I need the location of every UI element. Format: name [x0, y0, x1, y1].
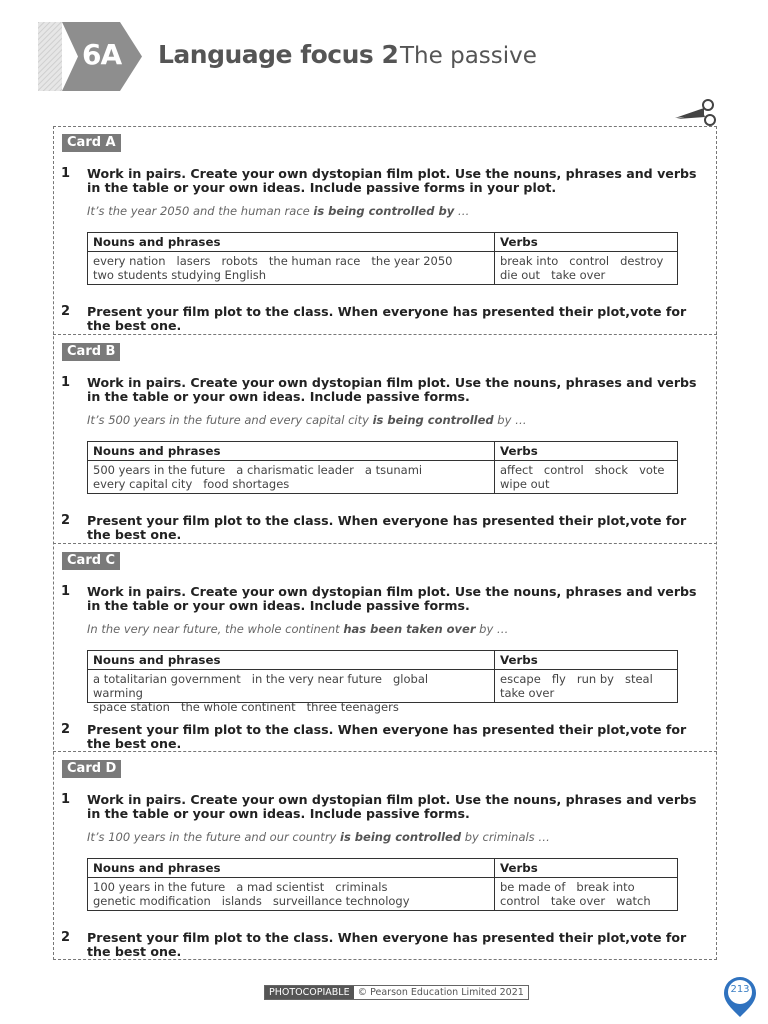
card-label: Card D [62, 760, 121, 778]
nouns-header: Nouns and phrases [93, 235, 221, 249]
table-word: global warming [93, 672, 429, 700]
verbs-header: Verbs [500, 861, 538, 875]
example-sentence [87, 413, 527, 427]
page-number: 213 [730, 984, 750, 995]
card [53, 335, 717, 544]
nouns-header: Nouns and phrases [93, 861, 221, 875]
example-pre: It’s 500 years in the future and every capital city [87, 413, 373, 427]
table-word: take over [500, 686, 555, 700]
card [53, 752, 717, 961]
example-post: by criminals … [461, 830, 550, 844]
table-word: food shortages [203, 477, 290, 491]
nouns-cell [93, 880, 491, 908]
table-word: a charismatic leader [236, 463, 354, 477]
instruction: Present your film plot to the class. When everyone has presented their plot,vote for the best one. [87, 513, 687, 542]
instruction: Work in pairs. Create your own dystopian film plot. Use the nouns, phrases and verbs in the table or your own ideas. Include passive forms. [87, 792, 697, 821]
example-post: by … [475, 622, 509, 636]
card-label: Card C [62, 552, 120, 570]
example-bold: has been taken over [343, 622, 476, 636]
question-number: 1 [61, 166, 71, 181]
instruction: Work in pairs. Create your own dystopian film plot. Use the nouns, phrases and verbs in the table or your own ideas. Include passive forms. [87, 584, 697, 613]
example-post: … [454, 204, 470, 218]
verbs-header: Verbs [500, 235, 538, 249]
page-subtitle: The passive [400, 43, 537, 69]
example-bold: is being controlled by [313, 204, 455, 218]
table-word: a mad scientist [236, 880, 325, 894]
card-label: Card B [62, 343, 120, 361]
vocab-table [87, 441, 678, 494]
table-word: lasers [176, 254, 211, 268]
example-post: by … [493, 413, 527, 427]
nouns-cell [93, 672, 491, 714]
table-word: escape [500, 672, 541, 686]
footer [264, 985, 529, 1000]
photocopiable-label: PHOTOCOPIABLE [265, 986, 354, 999]
verbs-cell [500, 672, 676, 700]
instruction: Work in pairs. Create your own dystopian film plot. Use the nouns, phrases and verbs in the table or your own ideas. Include passive forms in your plot. [87, 166, 697, 195]
verbs-cell [500, 463, 676, 491]
nouns-cell [93, 463, 491, 491]
question-number: 1 [61, 792, 71, 807]
table-word: watch [616, 894, 651, 908]
scissors-icon [673, 98, 719, 128]
table-word: islands [221, 894, 262, 908]
vocab-table [87, 232, 678, 285]
table-word: be made of [500, 880, 566, 894]
question-number: 2 [61, 930, 71, 945]
table-word: in the very near future [251, 672, 382, 686]
card [53, 126, 717, 335]
question-number: 2 [61, 513, 71, 528]
unit-number: 6A [82, 38, 122, 71]
table-word: criminals [335, 880, 388, 894]
table-word: control [569, 254, 610, 268]
card [53, 544, 717, 753]
instruction: Present your film plot to the class. When everyone has presented their plot,vote for the best one. [87, 722, 687, 751]
example-pre: In the very near future, the whole continent [87, 622, 344, 636]
verbs-header: Verbs [500, 653, 538, 667]
table-word: 500 years in the future [93, 463, 226, 477]
table-word: every capital city [93, 477, 193, 491]
table-word: break into [500, 254, 559, 268]
nouns-header: Nouns and phrases [93, 444, 221, 458]
instruction: Present your film plot to the class. When everyone has presented their plot,vote for the best one. [87, 304, 687, 333]
verbs-header: Verbs [500, 444, 538, 458]
table-word: steal [624, 672, 653, 686]
table-word: break into [576, 880, 635, 894]
nouns-cell [93, 254, 491, 282]
example-bold: is being controlled [372, 413, 494, 427]
table-word: genetic modification [93, 894, 211, 908]
copyright: © Pearson Education Limited 2021 [357, 987, 524, 998]
table-word: 100 years in the future [93, 880, 226, 894]
vocab-table [87, 650, 678, 714]
table-word: destroy [620, 254, 664, 268]
table-word: die out [500, 268, 541, 282]
table-word: affect [500, 463, 533, 477]
table-word: the whole continent [180, 700, 296, 714]
verbs-cell [500, 880, 676, 908]
table-word: the year 2050 [371, 254, 453, 268]
page-marker-icon [721, 975, 759, 1019]
table-word: fly [551, 672, 566, 686]
table-word: every nation [93, 254, 166, 268]
example-pre: It’s the year 2050 and the human race [87, 204, 314, 218]
table-word: the human race [268, 254, 361, 268]
table-word: space station [93, 700, 170, 714]
instruction: Present your film plot to the class. When everyone has presented their plot,vote for the best one. [87, 930, 687, 959]
example-bold: is being controlled [340, 830, 462, 844]
table-word: take over [551, 268, 606, 282]
card-label: Card A [62, 134, 121, 152]
table-word: take over [550, 894, 606, 908]
page-title: Language focus 2 [158, 40, 399, 69]
example-pre: It’s 100 years in the future and our country [87, 830, 341, 844]
table-word: a tsunami [364, 463, 423, 477]
table-word: control [500, 894, 540, 908]
table-word: vote [639, 463, 665, 477]
table-word: a totalitarian government [93, 672, 241, 686]
question-number: 1 [61, 584, 71, 599]
table-word: three teenagers [306, 700, 399, 714]
table-word: run by [576, 672, 614, 686]
table-word: control [543, 463, 584, 477]
verbs-cell [500, 254, 676, 282]
example-sentence [87, 622, 508, 636]
vocab-table [87, 858, 678, 911]
question-number: 1 [61, 375, 71, 390]
table-word: surveillance technology [272, 894, 410, 908]
example-sentence [87, 204, 469, 218]
table-word: wipe out [500, 477, 550, 491]
example-sentence [87, 830, 550, 844]
instruction: Work in pairs. Create your own dystopian film plot. Use the nouns, phrases and verbs in the table or your own ideas. Include passive forms. [87, 375, 697, 404]
table-word: two students studying English [93, 268, 267, 282]
question-number: 2 [61, 304, 71, 319]
table-word: robots [221, 254, 258, 268]
nouns-header: Nouns and phrases [93, 653, 221, 667]
table-word: shock [594, 463, 629, 477]
question-number: 2 [61, 722, 71, 737]
